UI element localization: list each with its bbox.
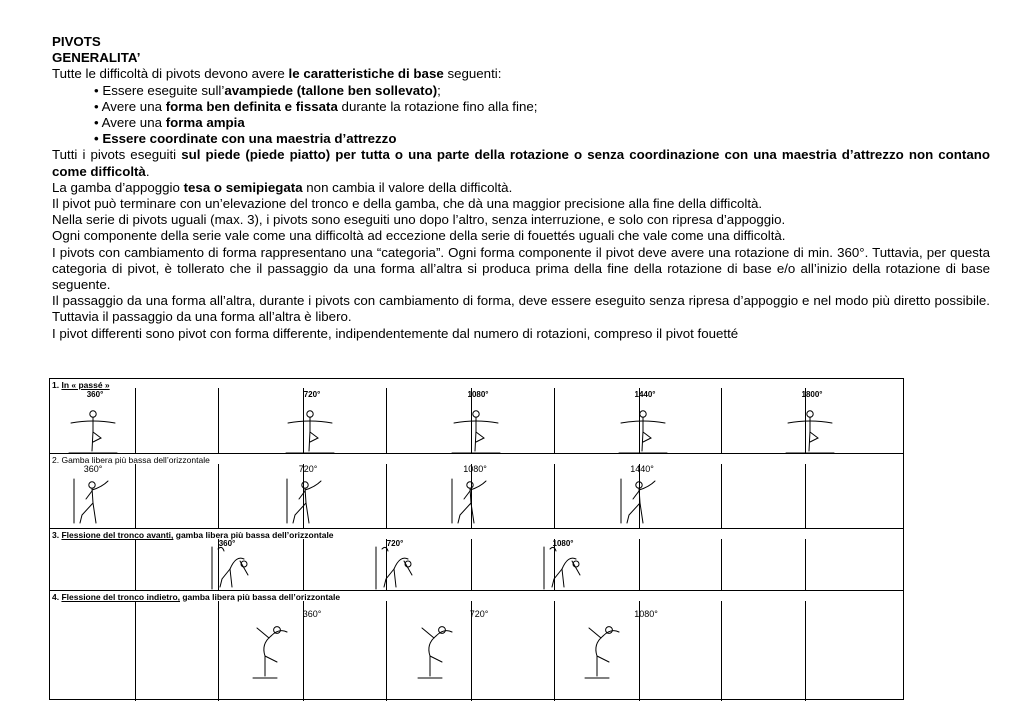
text-run: Tutti i pivots eseguiti xyxy=(52,147,182,163)
rotation-degree-label: 1080° xyxy=(467,390,489,399)
rotation-degree-label: 1440° xyxy=(630,464,654,474)
cell-divider xyxy=(471,539,472,590)
rotation-degree-label: 360° xyxy=(302,609,322,619)
cell-divider xyxy=(135,464,136,528)
paragraph xyxy=(52,228,990,244)
cell-divider xyxy=(218,464,219,528)
row-label xyxy=(52,530,334,540)
low-leg-pivot-figure xyxy=(72,477,112,532)
paragraph xyxy=(52,196,990,212)
cell-divider xyxy=(805,539,806,590)
cell-divider xyxy=(721,539,722,590)
title-pivots: PIVOTS xyxy=(52,34,101,49)
passe-pivot-figure xyxy=(448,407,504,460)
paragraph xyxy=(52,245,990,294)
row-label xyxy=(52,380,110,390)
rotation-degree-label: 720° xyxy=(469,609,489,619)
cell-divider xyxy=(721,388,722,453)
rotation-degree-label: 1800° xyxy=(801,390,823,399)
passe-pivot-figure xyxy=(282,407,338,460)
cell-divider xyxy=(135,388,136,453)
row-number: 3. xyxy=(52,530,62,540)
cell-divider xyxy=(135,601,136,701)
rotation-degree-label: 1080° xyxy=(634,609,658,619)
table-row xyxy=(50,454,903,529)
subtitle-generalita: GENERALITA’ xyxy=(52,50,141,66)
passe-pivot-figure xyxy=(615,407,671,460)
paragraph xyxy=(52,326,990,342)
bold-run: forma ampia xyxy=(165,115,245,131)
text-run: • Essere eseguite sull’ xyxy=(94,82,225,98)
cell-divider xyxy=(218,388,219,453)
cell-divider xyxy=(386,601,387,701)
cell-divider xyxy=(386,388,387,453)
bold-run: le caratteristiche di base xyxy=(288,66,444,82)
text-run: Nella serie di pivots uguali (max. 3), i pivots sono eseguiti uno dopo l’altro, senza interruzione, e solo con ripresa d’appoggio. xyxy=(52,212,786,228)
paragraph xyxy=(52,147,990,179)
bullet-item xyxy=(52,131,990,147)
paragraph xyxy=(52,293,990,325)
cell-divider xyxy=(721,601,722,701)
bold-run: tesa o semipiegata xyxy=(183,179,303,195)
rotation-degree-label: 360° xyxy=(218,539,236,548)
back-bend-pivot-figure xyxy=(247,622,293,685)
cell-divider xyxy=(721,464,722,528)
low-leg-pivot-figure xyxy=(619,477,659,532)
text-run: • Avere una xyxy=(94,98,166,114)
back-bend-pivot-figure xyxy=(579,622,625,685)
row-label xyxy=(52,455,210,465)
passe-pivot-figure xyxy=(782,407,838,460)
rotation-degree-label: 720° xyxy=(298,464,318,474)
cell-divider xyxy=(554,464,555,528)
text-run: non cambia il valore della difficoltà. xyxy=(302,179,513,195)
cell-divider xyxy=(554,601,555,701)
rotation-degree-label: 1080° xyxy=(552,539,574,548)
bold-run: • Essere coordinate con una maestria d’attrezzo xyxy=(94,131,397,147)
paragraph xyxy=(52,180,990,196)
rotation-degree-label: 1440° xyxy=(634,390,656,399)
row-label-text: gamba libera più bassa dell’orizzontale xyxy=(180,592,341,602)
passe-pivot-figure xyxy=(65,407,121,460)
table-row xyxy=(50,591,903,701)
back-bend-pivot-figure xyxy=(412,622,458,685)
bold-run: sul piede (piede piatto) per tutta o una parte della rotazione o senza coordinazione con una maestria d’attrezzo non contano come difficoltà xyxy=(52,147,990,179)
row-label-underlined: In « passé » xyxy=(61,380,110,390)
cell-divider xyxy=(386,464,387,528)
row-number: 4. xyxy=(52,592,62,602)
cell-divider xyxy=(805,601,806,701)
row-number: 1. xyxy=(52,380,62,390)
paragraph xyxy=(52,212,990,228)
text-run: I pivot differenti sono pivot con forma differente, indipendentemente dal numero di rotazioni, compreso il pivot fouetté xyxy=(52,325,739,341)
table-row xyxy=(50,529,903,591)
row-label-text: Gamba libera più bassa dell’orizzontale xyxy=(61,455,210,465)
rotation-degree-label: 360° xyxy=(83,464,103,474)
rotation-degree-label: 1080° xyxy=(463,464,487,474)
text-run: Ogni componente della serie vale come una difficoltà ad eccezione della serie di fouettés uguali che vale come una difficoltà. xyxy=(52,228,786,244)
text-run: I pivots con cambiamento di forma rappresentano una “categoria”. Ogni forma componente il pivot deve avere una rotazione di min. 360°. Tuttavia, per questa categoria di pivot, è tollerato che il passaggio da una forma all’altra si produca prima della fine della rotazione di base e/o all’inizio della rotazione di base seguente. xyxy=(52,244,990,293)
text-run: Tutte le difficoltà di pivots devono avere xyxy=(52,66,289,82)
row-number: 2. xyxy=(52,455,62,465)
text-run: ; xyxy=(437,82,441,98)
bullet-item xyxy=(52,99,990,115)
rotation-degree-label: 720° xyxy=(303,390,321,399)
bold-run: avampiede (tallone ben sollevato) xyxy=(224,82,438,98)
cell-divider xyxy=(218,601,219,701)
intro-paragraph xyxy=(52,66,990,82)
document-body xyxy=(52,34,990,342)
cell-divider xyxy=(303,539,304,590)
bullet-item xyxy=(52,83,990,99)
rotation-degree-label: 720° xyxy=(386,539,404,548)
text-run: Il pivot può terminare con un’elevazione del tronco e della gamba, che dà una maggior precisione alla fine della difficoltà. xyxy=(52,196,763,212)
low-leg-pivot-figure xyxy=(450,477,490,532)
cell-divider xyxy=(135,539,136,590)
row-label xyxy=(52,592,340,602)
text-run: La gamba d’appoggio xyxy=(52,179,184,195)
bold-run: forma ben definita e fissata xyxy=(165,98,338,114)
table-row xyxy=(50,379,903,454)
text-run: Il passaggio da una forma all’altra, durante i pivots con cambiamento di forma, deve essere eseguito senza ripresa d’appoggio e nel modo più diretto possibile. Tuttavia il passaggio da una forma all’altra è libero. xyxy=(52,293,990,325)
text-run: • Avere una xyxy=(94,115,166,131)
text-run: seguenti: xyxy=(443,66,502,82)
cell-divider xyxy=(554,388,555,453)
row-label-underlined: Flessione del tronco indietro, xyxy=(61,592,180,602)
cell-divider xyxy=(639,539,640,590)
cell-divider xyxy=(805,464,806,528)
text-run: durante la rotazione fino alla fine; xyxy=(337,98,538,114)
pivot-table xyxy=(49,378,904,700)
low-leg-pivot-figure xyxy=(285,477,325,532)
row-label-text: gamba libera più bassa dell’orizzontale xyxy=(173,530,334,540)
rotation-degree-label: 360° xyxy=(86,390,104,399)
row-label-underlined: Flessione del tronco avanti, xyxy=(61,530,174,540)
bullet-item xyxy=(52,115,990,131)
text-run: . xyxy=(145,163,150,179)
